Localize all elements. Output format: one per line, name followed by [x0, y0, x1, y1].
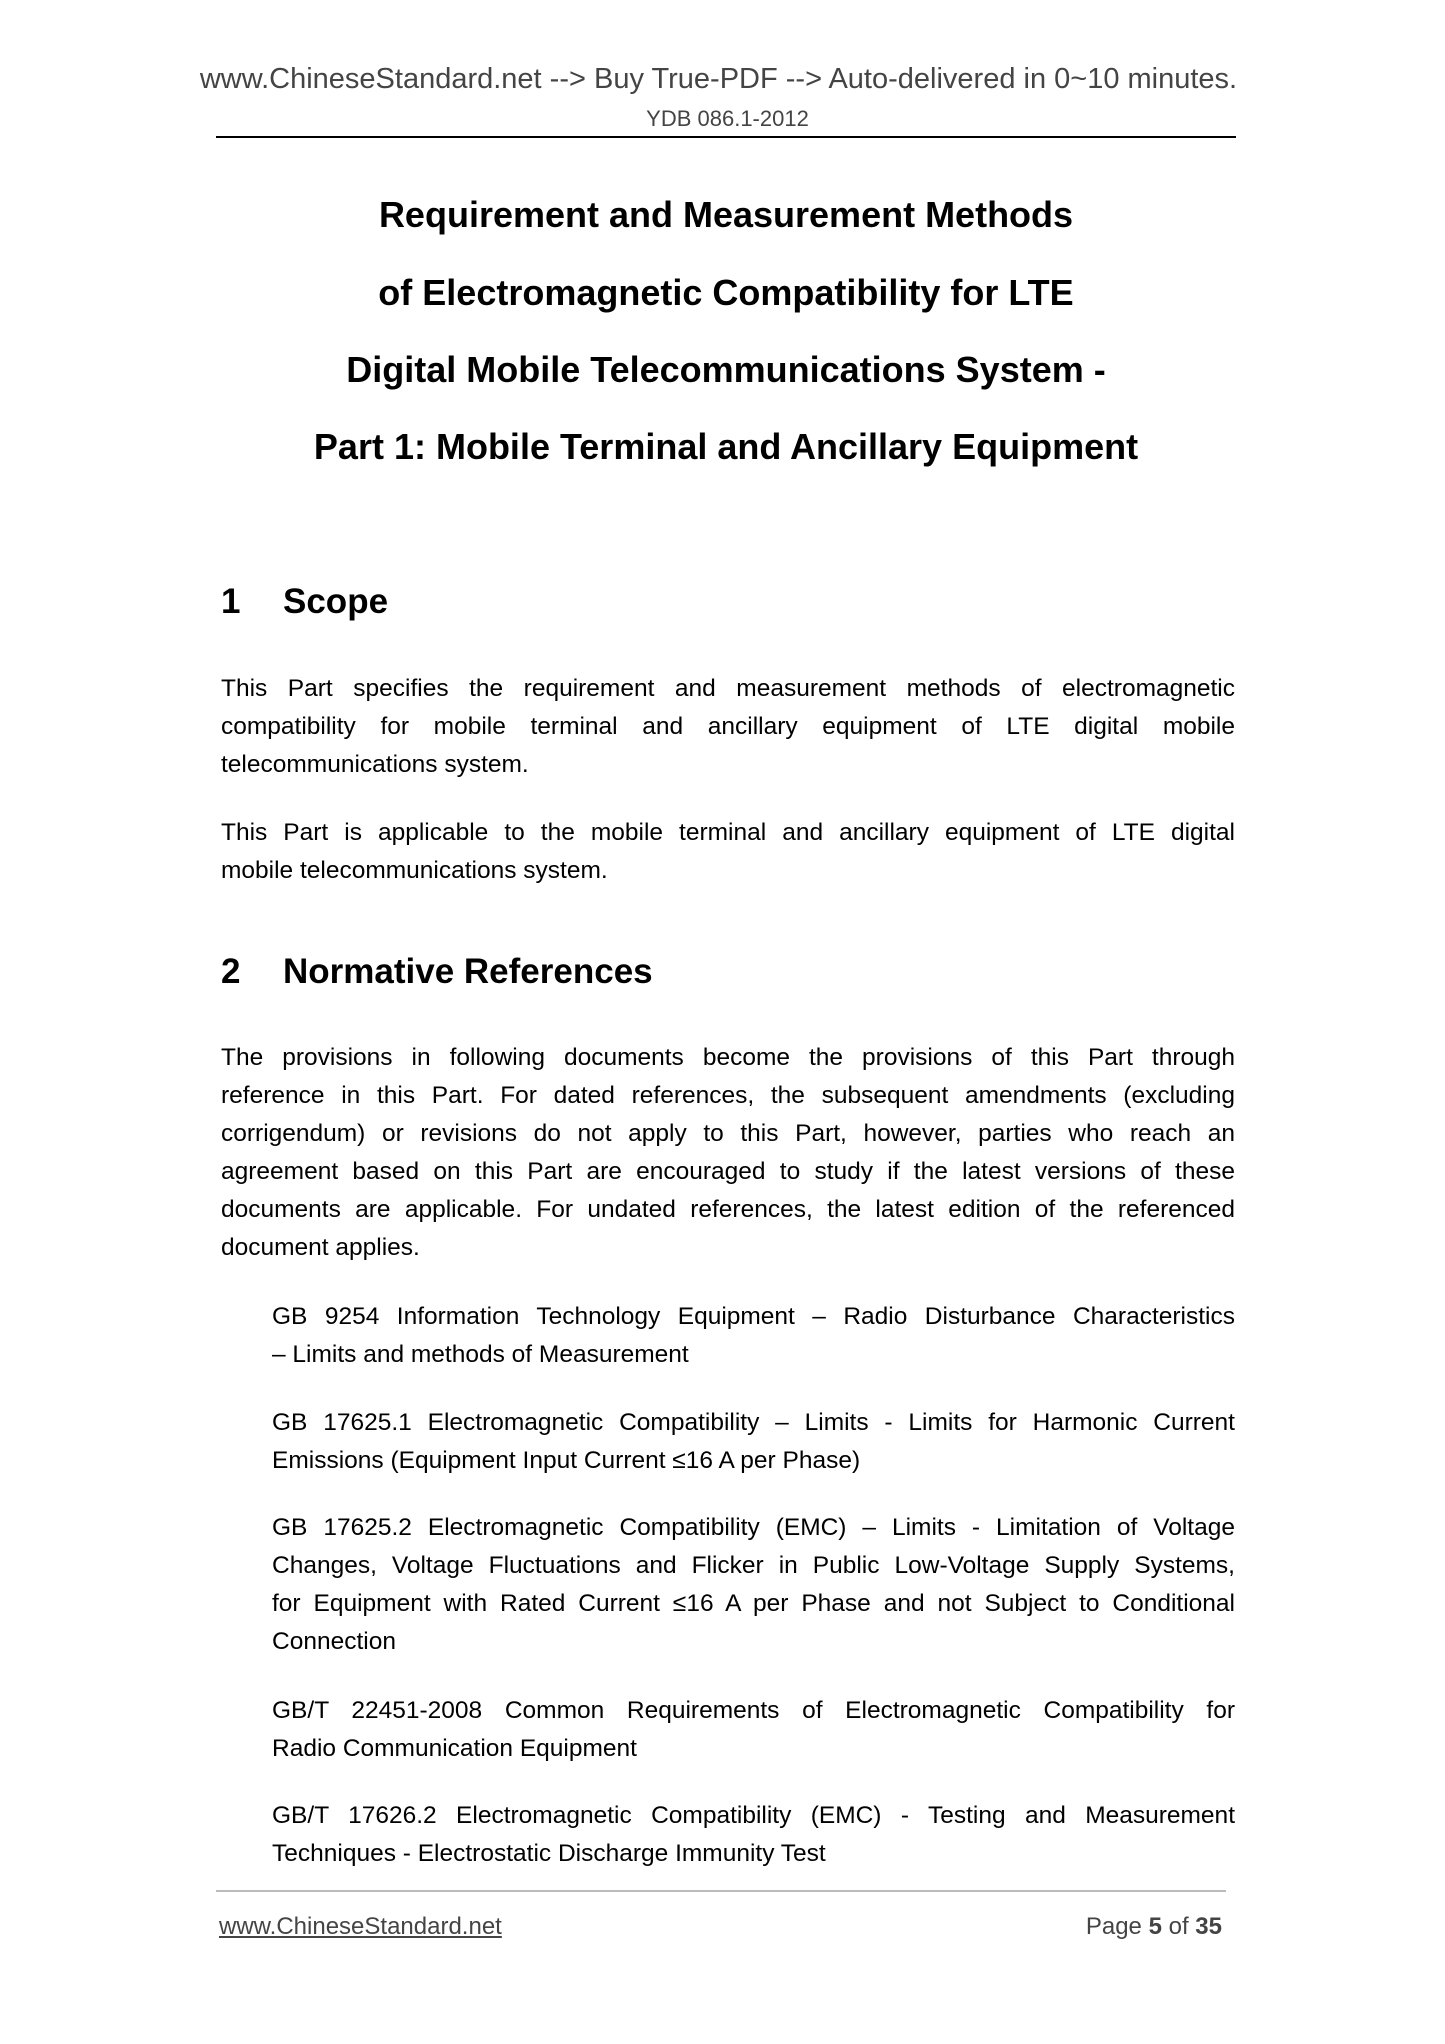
document-title-line-1: Requirement and Measurement Methods: [378, 194, 1074, 235]
text-line: mobile telecommunications system.: [221, 857, 608, 884]
reference-item: [272, 1692, 1235, 1768]
document-title-line-2: of Electromagnetic Compatibility for LTE: [378, 272, 1074, 313]
page-number: [1000, 1912, 1222, 1942]
reference-item: [272, 1404, 1235, 1480]
text-line: telecommunications system.: [221, 751, 529, 778]
footer-website-link[interactable]: www.ChineseStandard.net: [219, 1913, 502, 1940]
text-line: The provisions in following documents become the provisions of this Part through: [221, 1044, 1235, 1071]
text-line: GB 17625.2 Electromagnetic Compatibility (EMC) – Limits - Limitation of Voltage: [272, 1514, 1235, 1541]
section-title: Normative References: [283, 952, 653, 991]
page-current: 5: [1148, 1913, 1162, 1940]
section-number: 2: [221, 952, 241, 991]
text-line: This Part is applicable to the mobile terminal and ancillary equipment of LTE digital: [221, 819, 1235, 846]
paragraph: [221, 670, 1235, 784]
page-of: of: [1168, 1913, 1189, 1940]
reference-item: [272, 1298, 1235, 1374]
text-line: Emissions (Equipment Input Current ≤16 A per Phase): [272, 1447, 861, 1474]
header-divider: [216, 136, 1236, 138]
document-title-line-4: Part 1: Mobile Terminal and Ancillary Equipment: [313, 426, 1139, 467]
standard-code: YDB 086.1-2012: [646, 106, 809, 131]
page-total: 35: [1195, 1913, 1222, 1940]
section-heading-scope: [221, 580, 388, 624]
text-line: GB 17625.1 Electromagnetic Compatibility – Limits - Limits for Harmonic Current: [272, 1409, 1235, 1436]
footer-divider: [216, 1890, 1226, 1892]
section-number: 1: [221, 582, 241, 621]
text-line: – Limits and methods of Measurement: [272, 1341, 689, 1368]
text-line: GB 9254 Information Technology Equipment – Radio Disturbance Characteristics: [272, 1303, 1235, 1330]
text-line: compatibility for mobile terminal and ancillary equipment of LTE digital mobile: [221, 713, 1235, 740]
reference-item: [272, 1509, 1235, 1661]
text-line: Changes, Voltage Fluctuations and Flicker in Public Low-Voltage Supply Systems,: [272, 1552, 1235, 1579]
text-line: for Equipment with Rated Current ≤16 A per Phase and not Subject to Conditional: [272, 1590, 1235, 1617]
document-title-line-3: Digital Mobile Telecommunications System -: [346, 349, 1106, 390]
text-line: Radio Communication Equipment: [272, 1735, 637, 1762]
text-line: Techniques - Electrostatic Discharge Immunity Test: [272, 1840, 826, 1867]
header-banner: www.ChineseStandard.net --> Buy True-PDF --> Auto-delivered in 0~10 minutes.: [199, 63, 1238, 95]
paragraph: [221, 814, 1235, 890]
text-line: Connection: [272, 1628, 396, 1655]
text-line: corrigendum) or revisions do not apply to this Part, however, parties who reach an: [221, 1120, 1235, 1147]
text-line: documents are applicable. For undated references, the latest edition of the referenced: [221, 1196, 1235, 1223]
section-heading-normative-references: [221, 950, 653, 994]
paragraph: [221, 1039, 1235, 1267]
text-line: reference in this Part. For dated references, the subsequent amendments (excluding: [221, 1082, 1235, 1109]
text-line: GB/T 22451-2008 Common Requirements of Electromagnetic Compatibility for: [272, 1697, 1235, 1724]
text-line: document applies.: [221, 1234, 420, 1261]
text-line: This Part specifies the requirement and measurement methods of electromagnetic: [221, 675, 1235, 702]
text-line: agreement based on this Part are encouraged to study if the latest versions of these: [221, 1158, 1235, 1185]
section-title: Scope: [283, 582, 389, 621]
page-label: Page: [1085, 1913, 1142, 1940]
text-line: GB/T 17626.2 Electromagnetic Compatibility (EMC) - Testing and Measurement: [272, 1802, 1235, 1829]
reference-item: [272, 1797, 1235, 1873]
